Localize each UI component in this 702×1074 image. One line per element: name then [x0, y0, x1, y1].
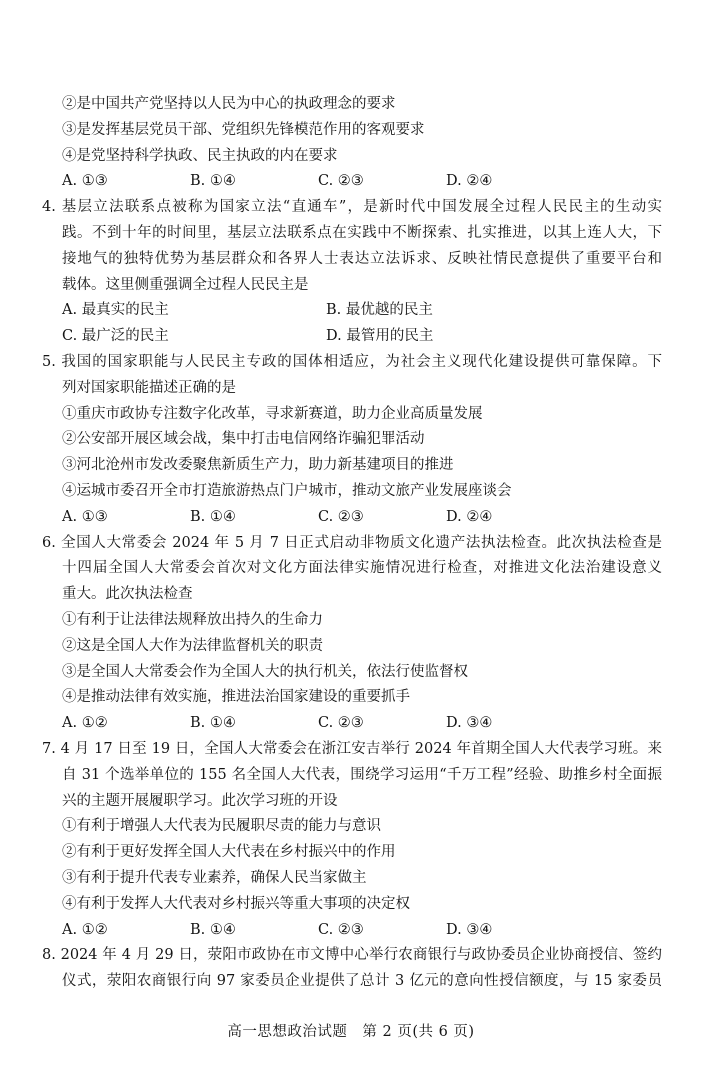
- q4-stem-line-2: 践。不到十年的时间里，基层立法联系点在实践中不断探索、扎实推进，以其上连人大，下: [62, 224, 662, 241]
- q7-options: [42, 918, 662, 944]
- q6-stem-line-2: 十四届全国人大常委会首次对文化方面法律实施情况进行检查，对推进文化法治建设意义: [62, 560, 662, 577]
- q4-stem-line-4: 载体。这里侧重强调全过程人民民主是: [62, 276, 309, 293]
- option-a: A. ①③: [62, 508, 108, 525]
- q7-stem-line-3: 兴的主题开展履职学习。此次学习班的开设: [62, 792, 338, 809]
- question-content: [42, 92, 662, 995]
- carry-item-2: ②是中国共产党坚持以人民为中心的执政理念的要求: [62, 96, 396, 112]
- q5-item-2: ②公安部开展区域会战，集中打击电信网络诈骗犯罪活动: [62, 431, 425, 448]
- q5-item-4: ④运城市委召开全市打造旅游热点门户城市，推动文旅产业发展座谈会: [62, 482, 512, 499]
- q5-stem-line-2: 列对国家职能描述正确的是: [62, 379, 236, 396]
- q7-stem-line-2: 自 31 个选举单位的 155 名全国人大代表，围绕学习运用“千万工程”经验、助推乡村全面振: [62, 766, 662, 783]
- option-c: C. ②③: [318, 508, 364, 525]
- q4-stem-line-3: 接地气的独特优势为基层群众和各界人士表达立法诉求、反映社情民意提供了重要平台和: [62, 250, 662, 267]
- q6-item-3: ③是全国人大常委会作为全国人大的执行机关，依法行使监督权: [62, 663, 468, 680]
- q4-options-row-1: [42, 298, 662, 324]
- q7-stem-line-1: 7. 4 月 17 日至 19 日，全国人大常委会在浙江安吉举行 2024 年首期全国人大代表学习班。来: [42, 740, 662, 757]
- option-a: A. ①③: [62, 173, 108, 190]
- q6-stem-line-1: 6. 全国人大常委会 2024 年 5 月 7 日正式启动非物质文化遗产法执法检查。此次执法检查是: [42, 534, 662, 551]
- q6-item-2: ②这是全国人大作为法律监督机关的职责: [62, 637, 323, 654]
- q6-options: [42, 711, 662, 737]
- option-d: D. ②④: [446, 173, 493, 190]
- option-c: C. ②③: [318, 173, 364, 190]
- option-a: A. ①②: [62, 715, 108, 732]
- option-a: A. ①②: [62, 921, 108, 938]
- option-b: B. ①④: [190, 508, 236, 525]
- q8-stem-line-2: 仪式，荥阳农商银行向 97 家委员企业提供了总计 3 亿元的意向性授信额度，与 15 家委员: [62, 973, 662, 990]
- option-a: A. 最真实的民主: [62, 302, 169, 319]
- option-b: B. ①④: [190, 715, 236, 732]
- q6-item-4: ④是推动法律有效实施，推进法治国家建设的重要抓手: [62, 689, 410, 706]
- option-c: C. 最广泛的民主: [62, 328, 169, 345]
- q7-item-3: ③有利于提升代表专业素养，确保人民当家做主: [62, 869, 367, 886]
- option-d: D. ③④: [446, 921, 493, 938]
- q5-options: [42, 505, 662, 531]
- carry-options: [42, 169, 662, 195]
- option-d: D. ②④: [446, 508, 493, 525]
- q6-stem-line-3: 重大。此次执法检查: [62, 586, 193, 603]
- option-b: B. ①④: [190, 921, 236, 938]
- q7-item-2: ②有利于更好发挥全国人大代表在乡村振兴中的作用: [62, 844, 396, 861]
- q5-item-3: ③河北沧州市发改委聚焦新质生产力，助力新基建项目的推进: [62, 457, 454, 474]
- q8-stem-line-1: 8. 2024 年 4 月 29 日，荥阳市政协在市文博中心举行农商银行与政协委员企业协商授信、签约: [42, 947, 662, 964]
- option-c: C. ②③: [318, 921, 364, 938]
- carry-item-4: ④是党坚持科学执政、民主执政的内在要求: [62, 147, 338, 164]
- q7-item-4: ④有利于发挥人大代表对乡村振兴等重大事项的决定权: [62, 895, 410, 912]
- q5-stem-line-1: 5. 我国的国家职能与人民民主专政的国体相适应，为社会主义现代化建设提供可靠保障。下: [42, 353, 662, 370]
- q4-options-row-2: [42, 324, 662, 350]
- page-footer: 高一思想政治试题 第 2 页(共 6 页): [227, 1024, 475, 1040]
- option-d: D. ③④: [446, 715, 493, 732]
- carry-item-3: ③是发挥基层党员干部、党组织先锋模范作用的客观要求: [62, 121, 425, 138]
- q7-item-1: ①有利于增强人大代表为民履职尽责的能力与意识: [62, 818, 381, 835]
- option-b: B. ①④: [190, 173, 236, 190]
- q4-stem-line-1: 4. 基层立法联系点被称为国家立法“直通车”，是新时代中国发展全过程人民民主的生动实: [42, 199, 662, 216]
- option-c: C. ②③: [318, 715, 364, 732]
- q6-item-1: ①有利于让法律法规释放出持久的生命力: [62, 611, 323, 628]
- option-d: D. 最管用的民主: [326, 328, 434, 345]
- q5-item-1: ①重庆市政协专注数字化改革，寻求新赛道，助力企业高质量发展: [62, 405, 483, 422]
- option-b: B. 最优越的民主: [326, 302, 433, 319]
